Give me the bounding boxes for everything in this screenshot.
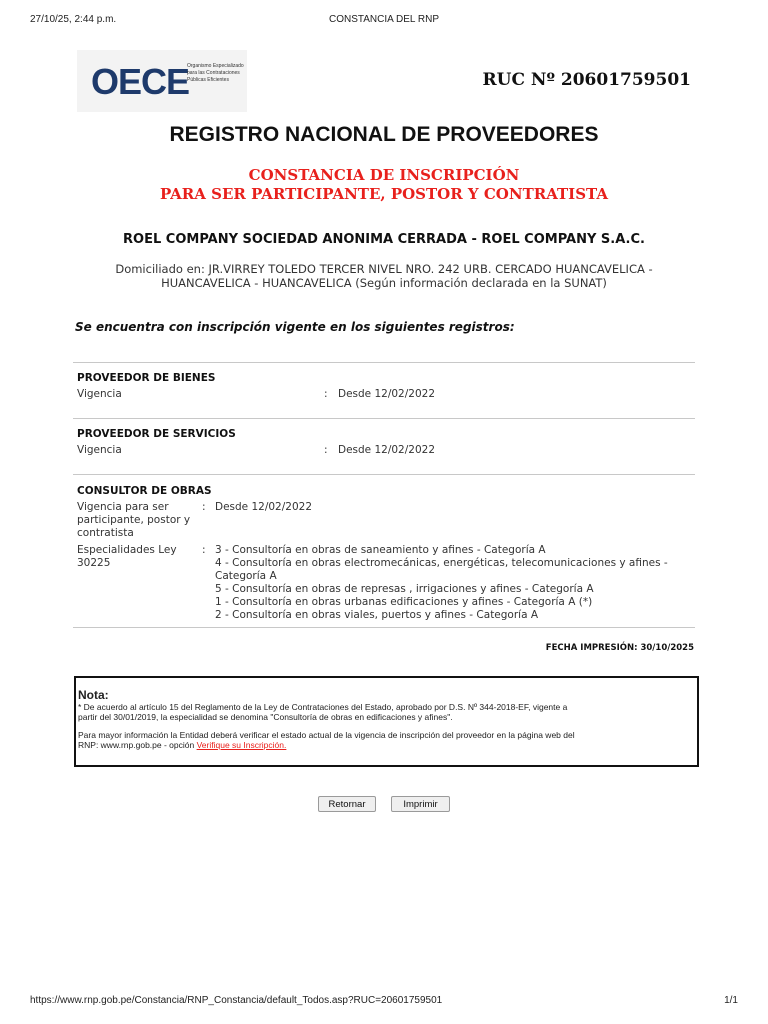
especialidad-item: 4 - Consultoría en obras electromecánicas, energéticas, telecomunicaciones y afines - xyxy=(215,557,668,569)
vigencia-label-line: contratista xyxy=(77,527,134,539)
divider xyxy=(73,474,695,475)
vigencia-value-obras: Desde 12/02/2022 xyxy=(215,501,312,513)
section-title-bienes: PROVEEDOR DE BIENES xyxy=(77,372,216,384)
vigencia-label-line: participante, postor y xyxy=(77,514,191,526)
colon: : xyxy=(202,544,206,556)
nota-text: RNP: www.rnp.gob.pe - opción xyxy=(78,740,197,750)
especialidad-item: Categoría A xyxy=(215,570,277,582)
divider xyxy=(73,627,695,628)
divider xyxy=(73,418,695,419)
oece-logo-mark: OECE xyxy=(91,61,190,102)
print-header xyxy=(0,14,768,28)
nota-line: Para mayor información la Entidad deberá verificar el estado actual de la vigencia de inscripción del proveedor en la página web del xyxy=(78,730,575,740)
nota-heading: Nota: xyxy=(78,688,109,702)
company-address xyxy=(84,262,684,290)
print-url: https://www.rnp.gob.pe/Constancia/RNP_Constancia/default_Todos.asp?RUC=20601759501 xyxy=(30,995,443,1006)
oece-logo-description: Organismo Especializado para las Contrataciones Públicas Eficientes xyxy=(187,63,244,83)
verifique-inscripcion-link[interactable]: Verifique su Inscripción. xyxy=(196,740,287,750)
company-name: ROEL COMPANY SOCIEDAD ANONIMA CERRADA - ROEL COMPANY S.A.C. xyxy=(123,232,645,247)
page-number: 1/1 xyxy=(724,995,738,1006)
vigencia-label-servicios: Vigencia xyxy=(77,444,122,456)
nota-line: * De acuerdo al artículo 15 del Reglamento de la Ley de Contrataciones del Estado, aprobado por D.S. Nº 344-2018-EF, vigente a xyxy=(78,702,568,712)
colon: : xyxy=(202,501,206,513)
especialidades-label-line: 30225 xyxy=(77,557,111,569)
print-title: CONSTANCIA DEL RNP xyxy=(328,14,440,25)
retornar-button[interactable]: Retornar xyxy=(318,796,376,812)
vigencia-value-servicios: Desde 12/02/2022 xyxy=(338,444,435,456)
imprimir-button[interactable]: Imprimir xyxy=(391,796,450,812)
especialidad-item: 2 - Consultoría en obras viales, puertos y afines - Categoría A xyxy=(215,609,539,621)
vigencia-value-bienes: Desde 12/02/2022 xyxy=(338,388,435,400)
vigencia-label-obras xyxy=(77,501,190,540)
nota-box xyxy=(74,676,699,767)
divider xyxy=(73,362,695,363)
section-title-obras: CONSULTOR DE OBRAS xyxy=(77,485,212,497)
address-line-1: Domiciliado en: JR.VIRREY TOLEDO TERCER NIVEL NRO. 242 URB. CERCADO HUANCAVELICA - xyxy=(115,262,653,276)
oece-logo xyxy=(77,50,247,112)
subtitle-line-2: PARA SER PARTICIPANTE, POSTOR Y CONTRATISTA xyxy=(159,185,609,203)
especialidad-item: 3 - Consultoría en obras de saneamiento y afines - Categoría A xyxy=(215,544,546,556)
ruc-number: RUC Nº 20601759501 xyxy=(482,70,691,90)
page-title: REGISTRO NACIONAL DE PROVEEDORES xyxy=(169,123,599,146)
registry-intro: Se encuentra con inscripción vigente en los siguientes registros: xyxy=(75,320,515,334)
especialidad-item: 5 - Consultoría en obras de represas , irrigaciones y afines - Categoría A xyxy=(215,583,594,595)
constancia-subtitle xyxy=(0,166,768,204)
vigencia-label-bienes: Vigencia xyxy=(77,388,122,400)
print-date: 27/10/25, 2:44 p.m. xyxy=(30,14,117,25)
especialidad-item: 1 - Consultoría en obras urbanas edificaciones y afines - Categoría A (*) xyxy=(215,596,593,608)
nota-line-with-link xyxy=(78,740,695,750)
especialidades-label-line: Especialidades Ley xyxy=(77,544,177,556)
especialidades-label xyxy=(77,544,177,570)
nota-line: partir del 30/01/2019, la especialidad se denomina "Consultoría de obras en edificaciones y afines". xyxy=(78,712,453,722)
section-title-servicios: PROVEEDOR DE SERVICIOS xyxy=(77,428,236,440)
colon: : xyxy=(324,388,328,400)
subtitle-line-1: CONSTANCIA DE INSCRIPCIÓN xyxy=(248,166,520,184)
colon: : xyxy=(324,444,328,456)
fecha-impresion: FECHA IMPRESIÓN: 30/10/2025 xyxy=(545,643,694,653)
especialidades-list xyxy=(215,544,693,622)
vigencia-label-line: Vigencia para ser xyxy=(77,501,169,513)
address-line-2: HUANCAVELICA - HUANCAVELICA (Según información declarada en la SUNAT) xyxy=(161,276,607,290)
